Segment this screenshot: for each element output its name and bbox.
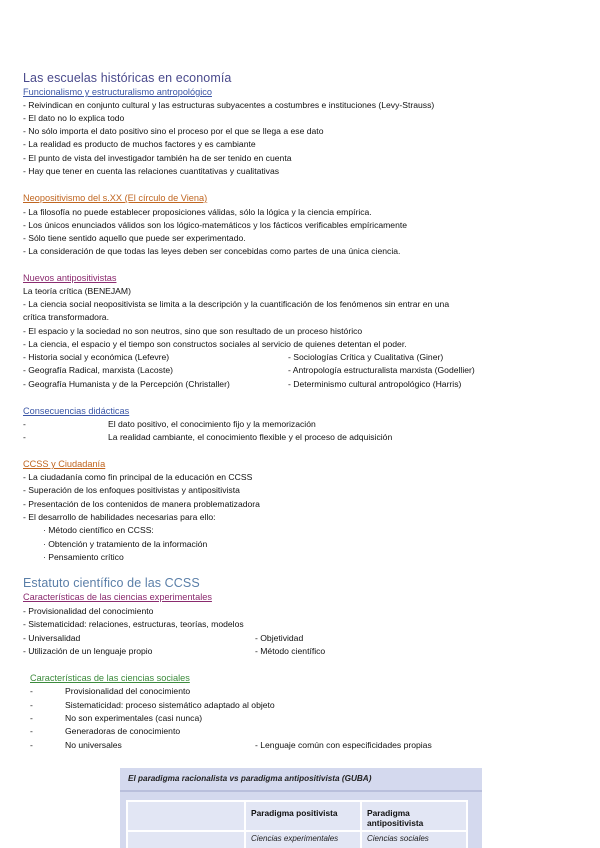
cell-ciencias-experimentales: Ciencias experimentales xyxy=(251,834,339,843)
list-item: - Sólo tiene sentido aquello que puede ser experimentado. xyxy=(23,233,246,243)
dash-bullet: - xyxy=(30,713,33,723)
list-item: - Hay que tener en cuenta las relaciones cuantitativas y cualitativas xyxy=(23,166,280,176)
dash-bullet: - xyxy=(30,740,33,750)
heading-nuevos-antipositivistas: Nuevos antipositivistas xyxy=(23,273,117,283)
table-cell-empty xyxy=(127,801,245,831)
header-positivista: Paradigma positivista xyxy=(251,808,338,818)
list-item-left: - Utilización de un lenguaje propio xyxy=(23,646,153,656)
list-item: La realidad cambiante, el conocimiento flexible y el proceso de adquisición xyxy=(108,432,393,442)
list-item-left: - Geografía Radical, marxista (Lacoste) xyxy=(23,365,173,375)
list-item: - El espacio y la sociedad no son neutros, sino que son resultado de un proceso histórico xyxy=(23,326,363,336)
list-item: - Reivindican en conjunto cultural y las estructuras subyacentes a costumbres e instituciones (Levy-Strauss) xyxy=(23,100,435,110)
list-item: Sistematicidad: proceso sistemático adaptado al objeto xyxy=(65,700,275,710)
list-item: El dato positivo, el conocimiento fijo y la memorización xyxy=(108,419,316,429)
heading-funcionalismo: Funcionalismo y estructuralismo antropológico xyxy=(23,87,212,97)
table-header-cell xyxy=(361,801,467,831)
sub-list-item: · Pensamiento crítico xyxy=(43,552,124,562)
table-cell xyxy=(245,831,361,848)
section-title-estatuto: Estatuto científico de las CCSS xyxy=(23,576,200,590)
list-item: No universales xyxy=(65,740,122,750)
list-item: - Sistematicidad: relaciones, estructuras, teorías, modelos xyxy=(23,619,244,629)
table-divider xyxy=(120,790,482,792)
table-header-cell xyxy=(245,801,361,831)
table-grid xyxy=(126,800,468,848)
list-item: - La filosofía no puede establecer proposiciones válidas, sólo la lógica y la ciencia empírica. xyxy=(23,207,372,217)
section-title-escuelas: Las escuelas históricas en economía xyxy=(23,71,232,85)
list-item: - No sólo importa el dato positivo sino el proceso por el que se llega a ese dato xyxy=(23,126,324,136)
heading-ccss-ciudadania: CCSS y Ciudadanía xyxy=(23,459,106,469)
heading-neopositivismo: Neopositivismo del s.XX (El círculo de Viena) xyxy=(23,193,208,203)
list-item: - El desarrollo de habilidades necesarias para ello: xyxy=(23,512,216,522)
table-cell xyxy=(361,831,467,848)
list-item-right: - Lenguaje común con especificidades propias xyxy=(255,740,432,750)
list-item-left: - Universalidad xyxy=(23,633,81,643)
list-item-left: - Historia social y económica (Lefevre) xyxy=(23,352,170,362)
list-item: - La ciudadanía como fin principal de la educación en CCSS xyxy=(23,472,253,482)
header-antipositivista: Paradigma antipositivista xyxy=(367,808,424,828)
dash-bullet: - xyxy=(23,432,26,442)
list-item: crítica transformadora. xyxy=(23,312,109,322)
sub-list-item: · Método científico en CCSS: xyxy=(43,525,154,535)
heading-ciencias-experimentales: Características de las ciencias experimentales xyxy=(23,592,212,602)
list-item-right: - Objetividad xyxy=(255,633,304,643)
table-title: El paradigma racionalista vs paradigma antipositivista (GUBA) xyxy=(128,774,372,783)
list-item: - El punto de vista del investigador también ha de ser tenido en cuenta xyxy=(23,153,292,163)
list-item: - La ciencia social neopositivista se limita a la descripción y la cuantificación de los fenómenos sin entrar en una xyxy=(23,299,450,309)
list-item-right: - Antropología estructuralista marxista (Godellier) xyxy=(288,365,475,375)
list-item: - Presentación de los contenidos de manera problematizadora xyxy=(23,499,260,509)
heading-ciencias-sociales: Características de las ciencias sociales xyxy=(30,673,190,683)
list-item: - El dato no lo explica todo xyxy=(23,113,125,123)
cell-ciencias-sociales: Ciencias sociales xyxy=(367,834,429,843)
subheading-teoria-critica: La teoría crítica (BENEJAM) xyxy=(23,286,131,296)
dash-bullet: - xyxy=(30,700,33,710)
list-item: No son experimentales (casi nunca) xyxy=(65,713,203,723)
list-item-right: - Método científico xyxy=(255,646,326,656)
heading-consecuencias-didacticas: Consecuencias didácticas xyxy=(23,406,130,416)
list-item: Provisionalidad del conocimiento xyxy=(65,686,191,696)
list-item: - La realidad es producto de muchos factores y es cambiante xyxy=(23,139,256,149)
dash-bullet: - xyxy=(30,726,33,736)
dash-bullet: - xyxy=(23,419,26,429)
list-item: - Superación de los enfoques positivistas y antipositivista xyxy=(23,485,240,495)
dash-bullet: - xyxy=(30,686,33,696)
list-item: - Los únicos enunciados válidos son los lógico-matemáticos y los fácticos verificables empíricamente xyxy=(23,220,408,230)
list-item: - La ciencia, el espacio y el tiempo son constructos sociales al servicio de quienes detentan el poder. xyxy=(23,339,407,349)
table-cell-empty xyxy=(127,831,245,848)
sub-list-item: · Obtención y tratamiento de la información xyxy=(43,539,208,549)
list-item: - La consideración de que todas las leyes deben ser concebidas como partes de una única ciencia. xyxy=(23,246,401,256)
list-item-right: - Sociologías Crítica y Cualitativa (Giner) xyxy=(288,352,444,362)
list-item: Generadoras de conocimiento xyxy=(65,726,181,736)
list-item: - Provisionalidad del conocimiento xyxy=(23,606,154,616)
list-item-left: - Geografía Humanista y de la Percepción (Christaller) xyxy=(23,379,230,389)
paradigm-table-image xyxy=(120,768,482,848)
list-item-right: - Determinismo cultural antropológico (Harris) xyxy=(288,379,462,389)
